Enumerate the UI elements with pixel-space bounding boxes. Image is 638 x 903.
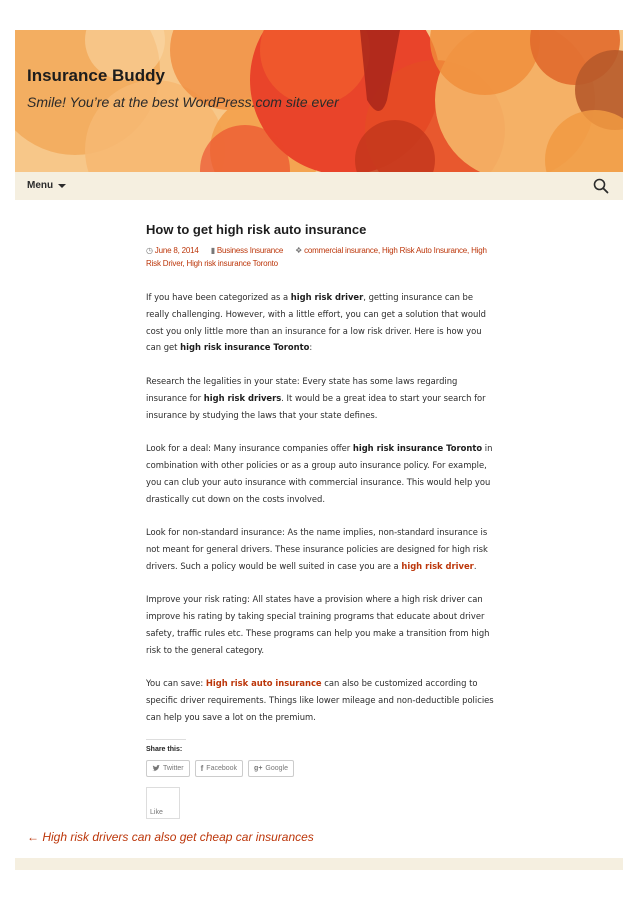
menu-label: Menu: [27, 180, 54, 191]
facebook-share-button[interactable]: [195, 760, 243, 777]
tag-link[interactable]: High Risk Auto Insurance: [381, 246, 468, 255]
site-description: Smile! You’re at the best WordPress.com site ever: [27, 94, 339, 110]
paragraph: You can save: High risk auto insurance can also be customized according to specific driver requirements. Things like lower mileage and non-deductible policies can help you save a lot on the premium.: [146, 678, 494, 722]
previous-post-navigation: [27, 830, 314, 844]
facebook-share-label: Facebook: [206, 764, 238, 772]
menu-toggle-button[interactable]: [27, 180, 66, 191]
left-arrow-icon: ←: [27, 830, 39, 844]
tag-link[interactable]: commercial insurance: [304, 246, 378, 255]
site-title[interactable]: Insurance Buddy: [27, 66, 165, 85]
page: [15, 30, 623, 870]
twitter-share-label: Twitter: [163, 764, 184, 772]
category-link[interactable]: Business Insurance: [216, 246, 284, 255]
post-content: [146, 289, 496, 726]
navigation-bar: [15, 172, 623, 200]
post-tags: ❖ commercial insurance, High Risk Auto Insurance, High Risk Driver, High risk insurance Toronto: [146, 246, 487, 268]
footer-bar: [15, 858, 623, 870]
post-date-link[interactable]: June 8, 2014: [154, 246, 199, 255]
site-header: [15, 30, 623, 172]
share-section: [146, 739, 186, 753]
inline-link[interactable]: High risk auto insurance: [205, 678, 322, 689]
tag-link[interactable]: High risk insurance Toronto: [186, 259, 278, 268]
caret-down-icon: [58, 184, 66, 188]
paragraph: If you have been categorized as a high risk driver, getting insurance can be really challenging. However, with a little effort, you can get a solution that would cost you only little more than an insurance for a low risk driver. Here is how you can get high risk insurance Toronto:: [146, 292, 486, 353]
twitter-icon: [152, 765, 160, 772]
inline-link[interactable]: high risk driver: [401, 560, 474, 571]
tag-icon: ❖: [295, 246, 303, 255]
google-share-label: Google: [265, 764, 288, 772]
like-label: Like: [150, 808, 163, 816]
post-date: [146, 246, 201, 255]
post-title[interactable]: How to get high risk auto insurance: [146, 222, 367, 237]
paragraph: Look for non-standard insurance: As the name implies, non-standard insurance is not meant for general drivers. These insurance policies are designed for high risk drivers. Such a policy would be well suited in case you are a high risk driver.: [146, 527, 488, 571]
paragraph: Research the legalities in your state: Every state has some laws regarding insurance for high risk drivers. It would be a great idea to start your search for insurance by studying the laws that your state defines.: [146, 375, 486, 420]
folder-icon: ▮: [210, 246, 215, 255]
previous-post-label: High risk drivers can also get cheap car insurances: [42, 830, 314, 844]
facebook-icon: f: [200, 763, 204, 773]
clock-icon: ◷: [146, 246, 153, 255]
share-buttons: [146, 760, 496, 777]
search-icon[interactable]: [593, 178, 609, 194]
tag-link[interactable]: High Risk Driver: [146, 246, 487, 268]
post-meta: [146, 244, 496, 270]
like-button[interactable]: [146, 787, 180, 819]
paragraph: Look for a deal: Many insurance companies offer high risk insurance Toronto in combination with other policies or as a group auto insurance policy. For example, you can club your auto insurance with commercial insurance. This would help you drastically cut down on the costs involved.: [146, 443, 493, 504]
previous-post-link[interactable]: [27, 830, 314, 844]
post-category: [211, 246, 285, 255]
paragraph: Improve your risk rating: All states have a provision where a high risk driver can improve his rating by taking special training programs that educate about driver safety, traffic rules etc. These programs can help you make a transition from high risk to the general category.: [146, 594, 490, 655]
google-plus-icon: g+: [254, 764, 263, 772]
share-title: Share this:: [146, 745, 183, 753]
twitter-share-button[interactable]: [146, 760, 190, 777]
post-article: [146, 222, 496, 819]
google-share-button[interactable]: [248, 760, 294, 777]
